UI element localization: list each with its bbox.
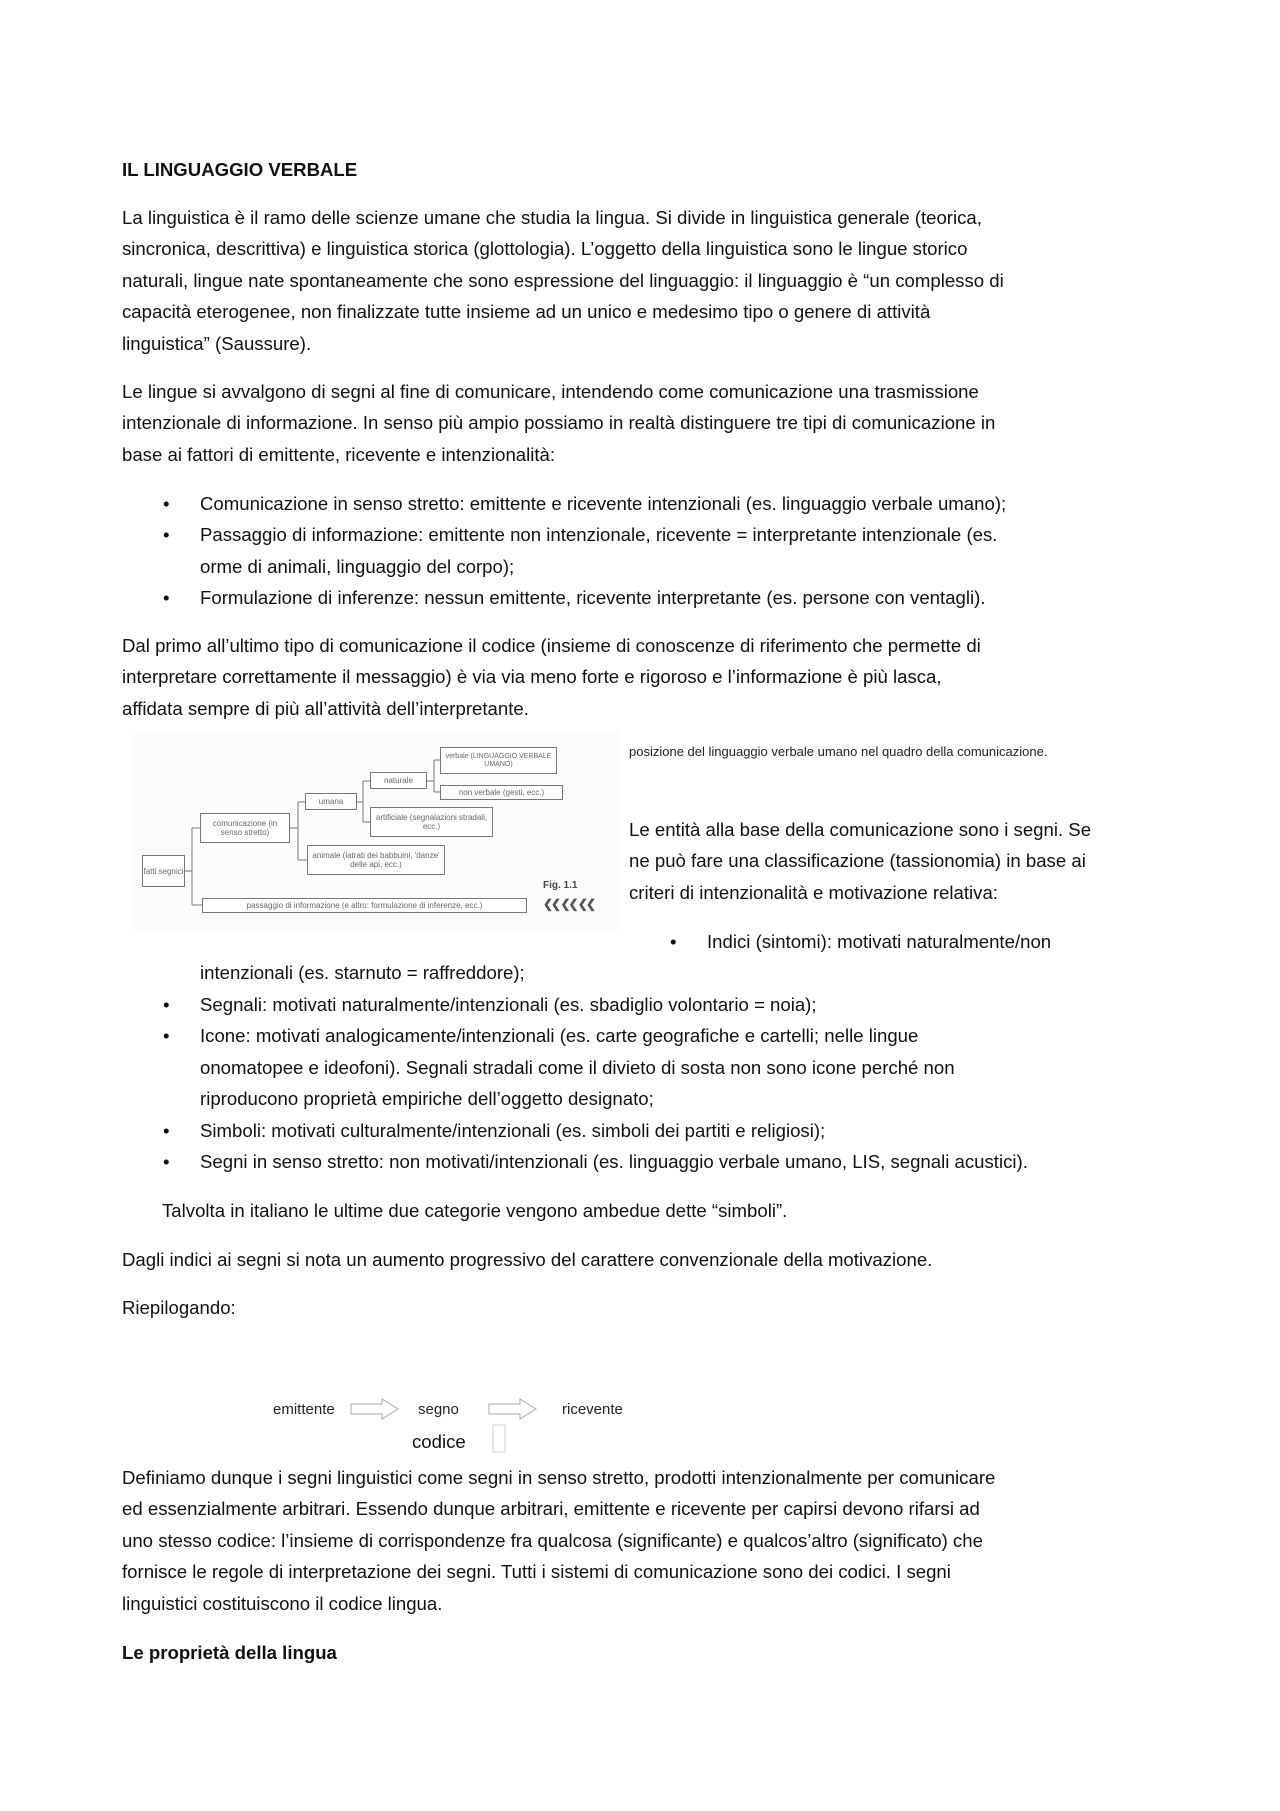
arrow-down-icon xyxy=(490,1424,508,1454)
box-animale: animale (latrati dei babbuini, 'danze' delle api, ecc.) xyxy=(307,845,445,875)
box-passaggio: passaggio di informazione (e altro: formulazione di inferenze, ecc.) xyxy=(202,898,527,913)
bullet-icon: • xyxy=(163,524,170,546)
bullet-text: Segni in senso stretto: non motivati/intenzionali (es. linguaggio verbale umano, LIS, segnali acustici). xyxy=(200,1151,1028,1172)
figure-caption: posizione del linguaggio verbale umano nel quadro della comunicazione. xyxy=(629,744,1048,759)
section-heading: Le proprietà della lingua xyxy=(122,1642,337,1663)
bullet-text: orme di animali, linguaggio del corpo); xyxy=(200,555,515,577)
document-heading: IL LINGUAGGIO VERBALE xyxy=(122,159,358,180)
chevrons-icon: ❮❮ ❮❮ ❮❮ xyxy=(543,897,594,911)
box-naturale: naturale xyxy=(370,772,427,789)
text-line: ed essenzialmente arbitrari. Essendo dunque arbitrari, emittente e ricevente per capirsi devono rifarsi ad xyxy=(122,1498,980,1520)
text-line: ne può fare una classificazione (tassionomia) in base ai xyxy=(629,850,1086,872)
text-line: Definiamo dunque i segni linguistici come segni in senso stretto, prodotti intenzionalmente per comunicare xyxy=(122,1467,996,1488)
paragraph-definiamo xyxy=(122,1462,995,1619)
text-line: affidata sempre di più all’attività dell’interpretante. xyxy=(122,697,529,719)
diagram-emittente: emittente xyxy=(273,1401,335,1418)
bullet-text: Icone: motivati analogicamente/intenzionali (es. carte geografiche e cartelli; nelle lingue xyxy=(200,1025,919,1047)
text-line: naturali, lingue nate spontaneamente che sono espressione del linguaggio: il linguaggio è “un complesso di xyxy=(122,269,1004,291)
bullet-item xyxy=(163,519,998,582)
text-line: criteri di intenzionalità e motivazione relativa: xyxy=(629,881,998,903)
bullet-text: Simboli: motivati culturalmente/intenzionali (es. simboli dei partiti e religiosi); xyxy=(200,1119,826,1141)
bullet-text: Passaggio di informazione: emittente non intenzionale, ricevente = interpretante intenzionale (es. xyxy=(200,524,998,546)
paragraph-intro xyxy=(122,202,1004,359)
text-line: linguistica” (Saussure). xyxy=(122,332,312,354)
bullet-item xyxy=(163,582,986,613)
figure-label: Fig. 1.1 xyxy=(543,880,578,891)
box-fatti-segnici: fatti segnici xyxy=(142,855,185,887)
arrow-right-icon xyxy=(350,1398,400,1420)
text-line: Le lingue si avvalgono di segni al fine di comunicare, intendendo come comunicazione una trasmissione xyxy=(122,381,979,402)
box-verbale: verbale (LINGUAGGIO VERBALE UMANO) xyxy=(440,747,557,774)
paragraph-entita xyxy=(629,814,1091,908)
bullet-item xyxy=(163,488,1007,519)
bullet-icon: • xyxy=(163,493,170,514)
bullet-icon: • xyxy=(163,1025,170,1047)
bullet-icon: • xyxy=(163,1151,170,1172)
bullet-item xyxy=(163,1020,955,1114)
bullet-continuation: intenzionali (es. starnuto = raffreddore); xyxy=(200,962,525,983)
paragraph-segni xyxy=(122,376,995,470)
box-umana: umana xyxy=(305,793,357,810)
bullet-icon: • xyxy=(163,994,170,1015)
diagram-codice: codice xyxy=(412,1431,466,1452)
text-line: linguistici costituiscono il codice lingua. xyxy=(122,1592,443,1614)
bullet-item xyxy=(163,989,817,1020)
paragraph-riepilogando: Riepilogando: xyxy=(122,1297,236,1318)
text-line: sincronica, descrittiva) e linguistica storica (glottologia). L’oggetto della linguistica sono le lingue storico xyxy=(122,238,968,260)
text-line: base ai fattori di emittente, ricevente e intenzionalità: xyxy=(122,443,556,465)
bullet-item xyxy=(163,1146,1028,1177)
paragraph-codice xyxy=(122,630,981,724)
text-line: fornisce le regole di interpretazione dei segni. Tutti i sistemi di comunicazione sono dei codici. I segni xyxy=(122,1561,951,1583)
paragraph-dagli: Dagli indici ai segni si nota un aumento progressivo del carattere convenzionale della motivazione. xyxy=(122,1249,933,1270)
text-line: uno stesso codice: l’insieme di corrispondenze fra qualcosa (significante) e qualcos’altro (significato) che xyxy=(122,1529,983,1551)
bullet-icon: • xyxy=(670,931,677,952)
bullet-text: riproducono proprietà empiriche dell’oggetto designato; xyxy=(200,1088,654,1110)
diagram-ricevente: ricevente xyxy=(562,1401,623,1418)
bullet-item-indici xyxy=(670,926,1052,957)
bullet-text: Comunicazione in senso stretto: emittente e ricevente intenzionali (es. linguaggio verbale umano); xyxy=(200,493,1007,514)
bullet-text: Segnali: motivati naturalmente/intenzionali (es. sbadiglio volontario = noia); xyxy=(200,994,817,1015)
figure-diagram xyxy=(130,730,620,930)
box-non-verbale: non verbale (gesti, ecc.) xyxy=(440,785,563,800)
text-line: interpretare correttamente il messaggio) è via via meno forte e rigoroso e l’informazione è più lasca, xyxy=(122,666,942,688)
text-line: Le entità alla base della comunicazione sono i segni. Se xyxy=(629,819,1092,840)
text-line: La linguistica è il ramo delle scienze umane che studia la lingua. Si divide in linguistica generale (teorica, xyxy=(122,207,982,228)
text-line: Dal primo all’ultimo tipo di comunicazione il codice (insieme di conoscenze di riferimento che permette di xyxy=(122,635,981,656)
bullet-icon: • xyxy=(163,1119,170,1141)
text-line: intenzionale di informazione. In senso più ampio possiamo in realtà distinguere tre tipi di comunicazione in xyxy=(122,412,996,434)
bullet-text: onomatopee e ideofoni). Segnali stradali come il divieto di sosta non sono icone perché non xyxy=(200,1056,955,1078)
diagram-segno: segno xyxy=(418,1401,459,1418)
box-comunicazione: comunicazione (in senso stretto) xyxy=(200,813,290,843)
bullet-text: Formulazione di inferenze: nessun emittente, ricevente interpretante (es. persone con ventagli). xyxy=(200,587,986,609)
paragraph-talvolta: Talvolta in italiano le ultime due categorie vengono ambedue dette “simboli”. xyxy=(162,1200,788,1221)
box-artificiale: artificiale (segnalazioni stradali, ecc.) xyxy=(370,807,493,837)
arrow-right-icon xyxy=(488,1398,538,1420)
bullet-item xyxy=(163,1115,826,1146)
text-line: capacità eterogenee, non finalizzate tutte insieme ad un unico e medesimo tipo o genere di attività xyxy=(122,301,931,323)
bullet-text: Indici (sintomi): motivati naturalmente/non xyxy=(707,931,1052,952)
bullet-icon: • xyxy=(163,587,170,609)
